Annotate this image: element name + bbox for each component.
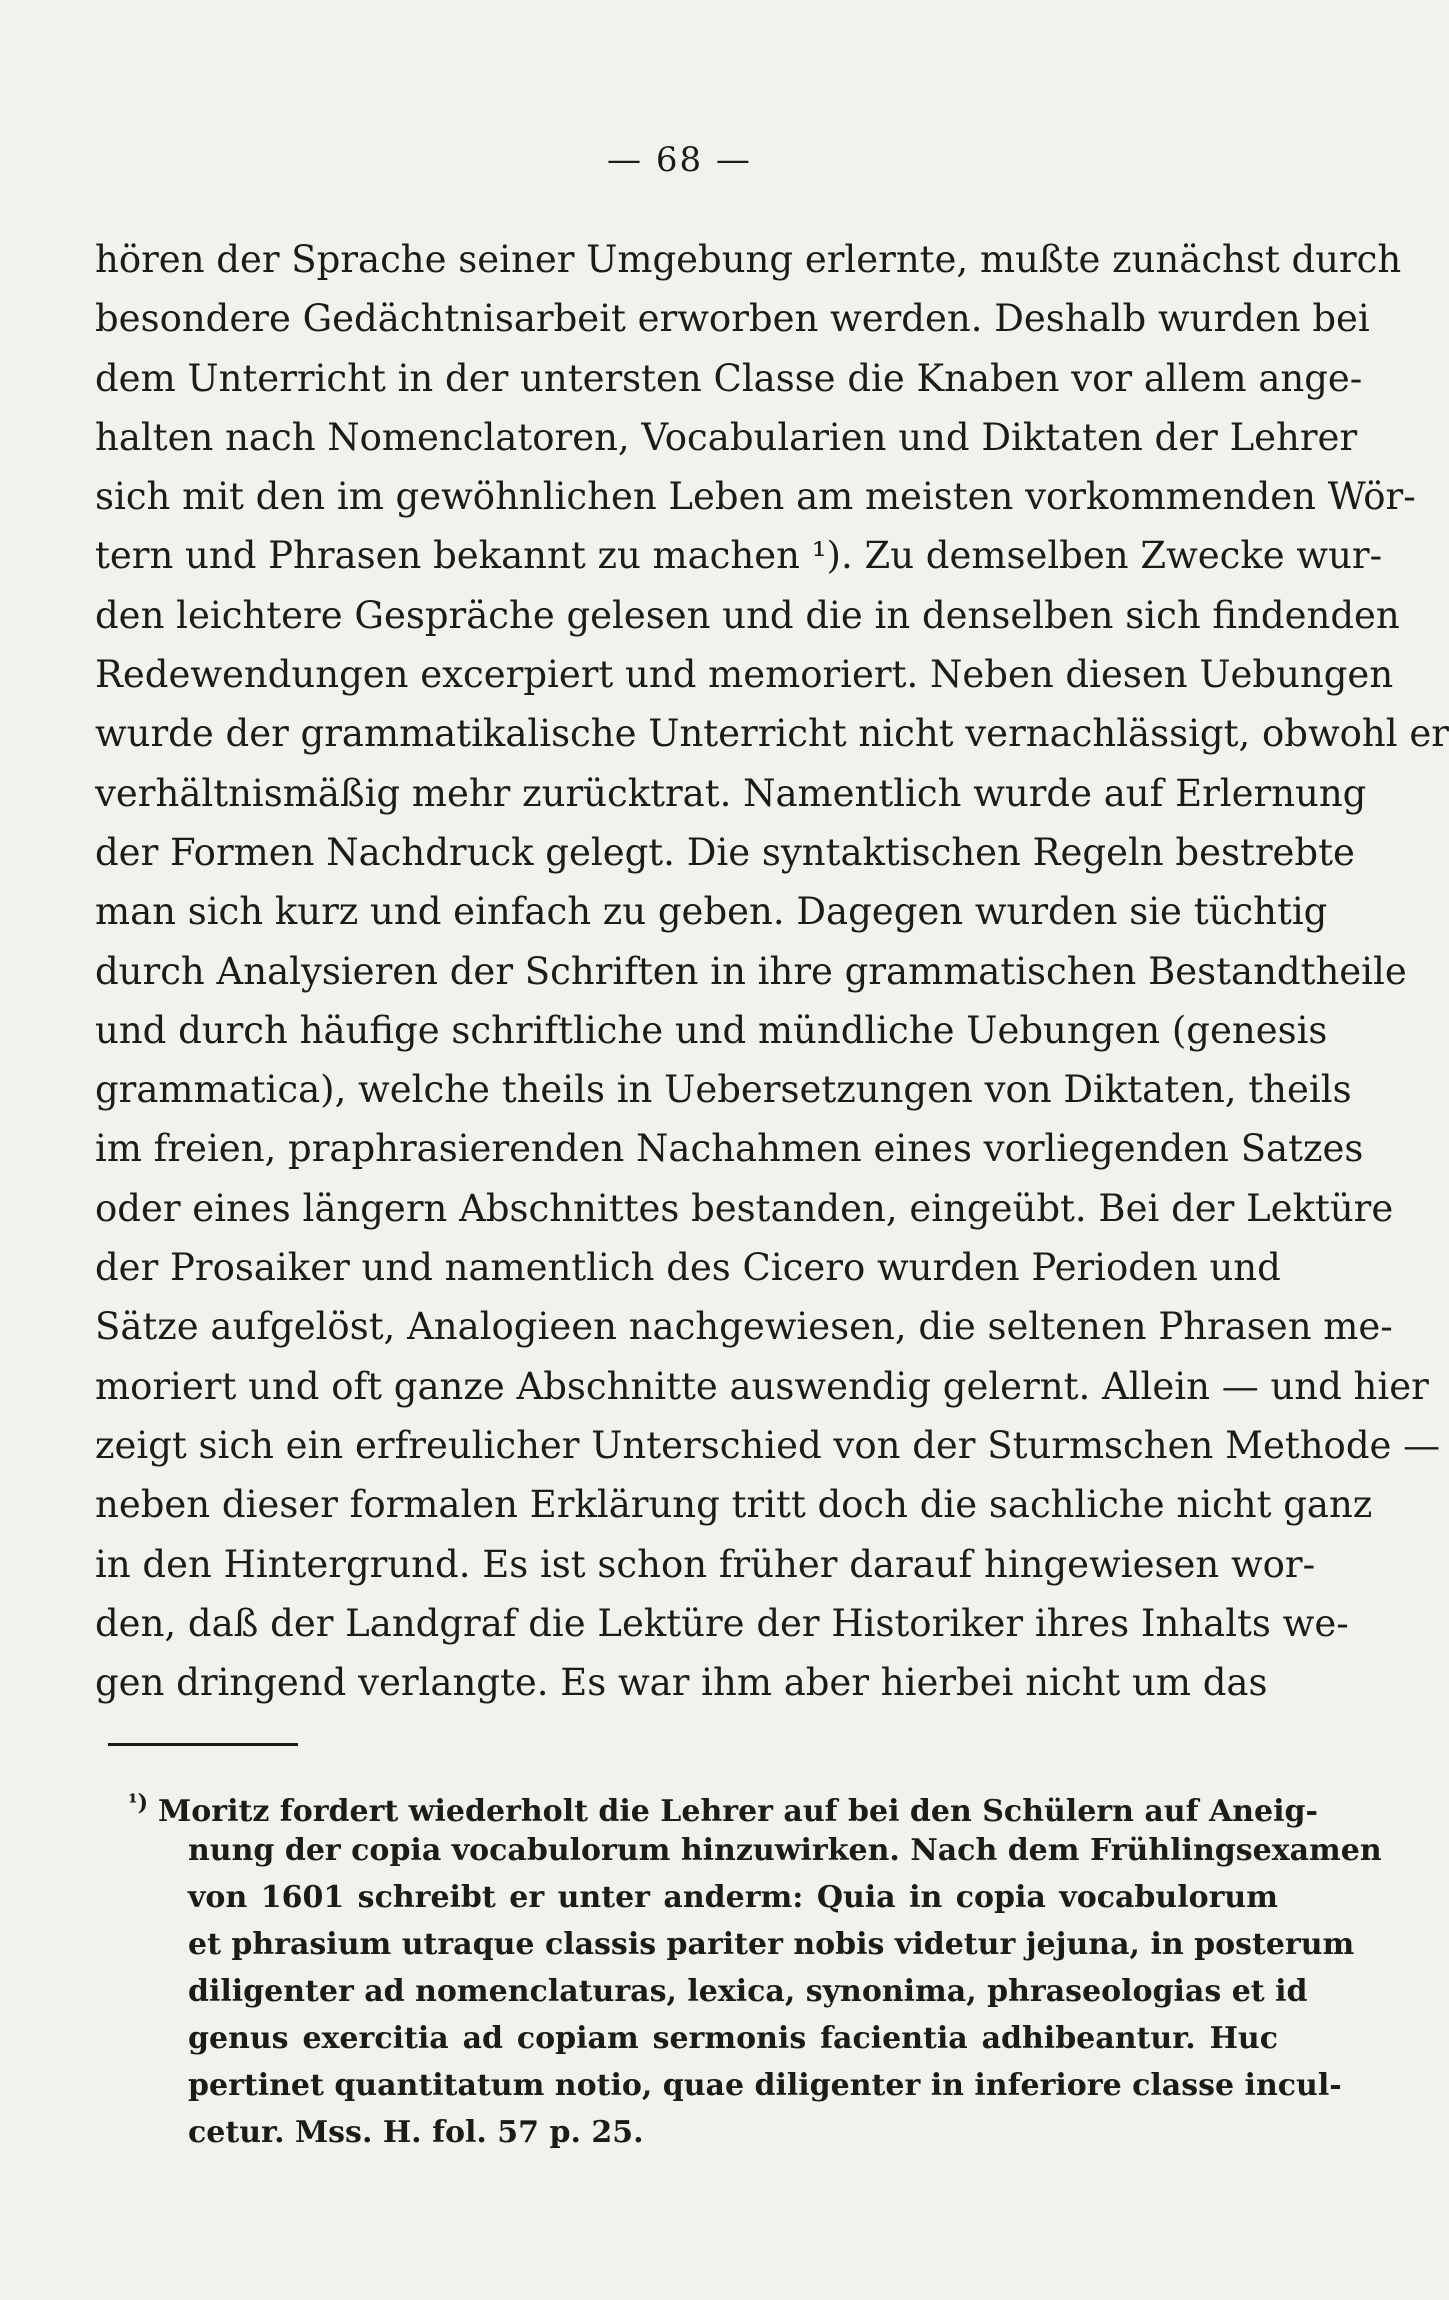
body-line: verhältnismäßig mehr zurücktrat. Namentlich wurde auf Erlernung	[95, 771, 1367, 815]
body-line: den, daß der Landgraf die Lektüre der Historiker ihres Inhalts we-	[95, 1601, 1349, 1645]
body-line: wurde der grammatikalische Unterricht nicht vernachlässigt, obwohl er	[95, 712, 1449, 756]
footnote	[128, 1780, 1382, 2156]
body-line: Sätze aufgelöst, Analogieen nachgewiesen, die seltenen Phrasen me-	[95, 1305, 1393, 1349]
footnote-line	[128, 1780, 1318, 1829]
page-number: — 68 —	[607, 140, 752, 180]
body-line: hören der Sprache seiner Umgebung erlernte, mußte zunächst durch	[95, 238, 1402, 281]
body-line: der Prosaiker und namentlich des Cicero wurden Perioden und	[95, 1246, 1281, 1290]
body-line: dem Unterricht in der untersten Classe die Knaben vor allem ange-	[95, 356, 1363, 400]
footnote-divider	[108, 1743, 298, 1746]
body-line: man sich kurz und einfach zu geben. Dagegen wurden sie tüchtig	[95, 890, 1328, 934]
body-line: grammatica), welche theils in Uebersetzungen von Diktaten, theils	[95, 1068, 1352, 1112]
body-line: der Formen Nachdruck gelegt. Die syntaktischen Regeln bestrebte	[95, 830, 1355, 874]
body-line: tern und Phrasen bekannt zu machen ¹). Zu demselben Zwecke wur-	[95, 534, 1383, 578]
footnote-line: diligenter ad nomenclaturas, lexica, synonima, phraseologias et id	[188, 1974, 1308, 2009]
body-line: gen dringend verlangte. Es war ihm aber hierbei nicht um das	[95, 1661, 1268, 1705]
footnote-line: et phrasium utraque classis pariter nobis videtur jejuna, in posterum	[188, 1927, 1355, 1962]
body-line: moriert und oft ganze Abschnitte auswendig gelernt. Allein — und hier	[95, 1364, 1429, 1408]
body-line: durch Analysieren der Schriften in ihre grammatischen Bestandtheile	[95, 949, 1407, 993]
body-line: den leichtere Gespräche gelesen und die in denselben sich findenden	[95, 593, 1400, 637]
footnote-line: genus exercitia ad copiam sermonis facientia adhibeantur. Huc	[188, 2021, 1278, 2056]
footnote-line: pertinet quantitatum notio, quae diligenter in inferiore classe incul-	[188, 2068, 1342, 2103]
body-line: besondere Gedächtnisarbeit erworben werden. Deshalb wurden bei	[95, 297, 1370, 341]
body-line: und durch häufige schriftliche und mündliche Uebungen (genesis	[95, 1008, 1328, 1052]
footnote-line: nung der copia vocabulorum hinzuwirken. Nach dem Frühlingsexamen	[188, 1833, 1382, 1868]
body-line: halten nach Nomenclatoren, Vocabularien und Diktaten der Lehrer	[95, 415, 1358, 459]
body-line: oder eines längern Abschnittes bestanden, eingeübt. Bei der Lektüre	[95, 1186, 1394, 1230]
footnote-line: von 1601 schreibt er unter anderm: Quia in copia vocabulorum	[188, 1880, 1278, 1915]
footnote-marker: ¹)	[128, 1790, 149, 1816]
footnote-line-text: Moritz fordert wiederholt die Lehrer auf bei den Schülern auf Aneig-	[158, 1794, 1318, 1829]
footnote-line: cetur. Mss. H. fol. 57 p. 25.	[188, 2115, 644, 2150]
body-line: zeigt sich ein erfreulicher Unterschied von der Sturmschen Methode —	[95, 1423, 1441, 1467]
body-line: im freien, praphrasierenden Nachahmen eines vorliegenden Satzes	[95, 1127, 1364, 1171]
body-line: Redewendungen excerpiert und memoriert. Neben diesen Uebungen	[95, 653, 1394, 697]
body-line: sich mit den im gewöhnlichen Leben am meisten vorkommenden Wör-	[95, 475, 1416, 519]
body-text	[95, 230, 1449, 1712]
body-line: in den Hintergrund. Es ist schon früher darauf hingewiesen wor-	[95, 1542, 1316, 1586]
body-line: neben dieser formalen Erklärung tritt doch die sachliche nicht ganz	[95, 1483, 1373, 1527]
